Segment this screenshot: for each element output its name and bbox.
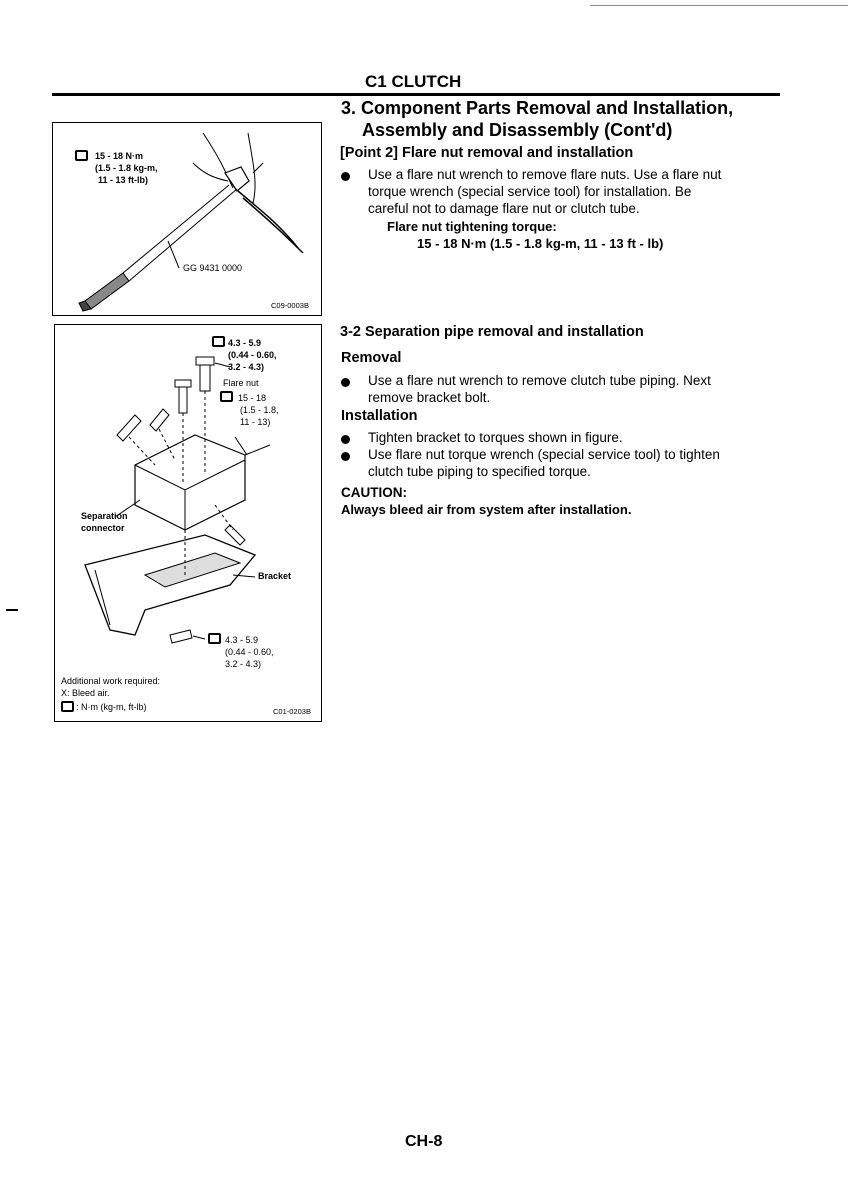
torque-wrench-icon xyxy=(220,391,233,402)
fig2-bracket-label: Bracket xyxy=(258,571,292,581)
section-title xyxy=(341,97,733,141)
install-line: clutch tube piping to specified torque. xyxy=(368,464,591,479)
point2-line: careful not to damage flare nut or clutch tube. xyxy=(368,201,640,216)
chapter-header: C1 CLUTCH xyxy=(365,72,462,91)
fig2-t3-line1: 4.3 - 5.9 xyxy=(225,635,259,645)
caution-text: Always bleed air from system after installation. xyxy=(341,502,632,517)
removal-text xyxy=(368,372,711,406)
fig1-torque-line3: 11 - 13 ft-lb) xyxy=(98,175,149,185)
header-rule xyxy=(52,93,780,96)
fig2-t1-line1: 4.3 - 5.9 xyxy=(228,338,262,348)
wrench-illustration xyxy=(53,123,321,315)
torque-value: 15 - 18 N·m (1.5 - 1.8 kg-m, 11 - 13 ft - lb) xyxy=(417,236,664,251)
install-line: Use flare nut torque wrench (special service tool) to tighten xyxy=(368,447,720,462)
fig2-flare-nut: Flare nut xyxy=(223,378,259,388)
torque-wrench-icon xyxy=(212,336,225,347)
fig2-separation-line2: connector xyxy=(81,523,125,533)
fig2-t2-line2: (1.5 - 1.8, xyxy=(240,405,279,415)
point2-heading: [Point 2] Flare nut removal and installation xyxy=(340,145,634,161)
installation-heading: Installation xyxy=(341,408,418,424)
section-title-line2: Assembly and Disassembly (Cont'd) xyxy=(362,120,673,140)
fig2-t1-line2: (0.44 - 0.60, xyxy=(228,350,277,360)
point2-text xyxy=(368,166,780,217)
fig2-t3-line2: (0.44 - 0.60, xyxy=(225,647,274,657)
figure-flare-nut-wrench xyxy=(52,122,322,316)
fig1-torque-line2: (1.5 - 1.8 kg-m, xyxy=(95,163,158,173)
fig2-t1-line3: 3.2 - 4.3) xyxy=(228,362,265,372)
torque-wrench-icon xyxy=(61,701,74,712)
fig2-code: C01-0203B xyxy=(273,707,311,716)
fig2-t3-line3: 3.2 - 4.3) xyxy=(225,659,262,669)
fig2-t2-line1: 15 - 18 xyxy=(238,393,267,403)
margin-tick xyxy=(6,609,18,611)
removal-line: remove bracket bolt. xyxy=(368,390,491,405)
caution-heading: CAUTION: xyxy=(341,485,407,500)
fig2-note2: X: Bleed air. xyxy=(61,688,110,698)
section-title-line1: 3. Component Parts Removal and Installation, xyxy=(341,98,734,118)
bullet xyxy=(341,435,350,444)
removal-line: Use a flare nut wrench to remove clutch tube piping. Next xyxy=(368,373,711,388)
torque-wrench-icon xyxy=(208,633,221,644)
bullet xyxy=(341,452,350,461)
page-number: CH-8 xyxy=(405,1133,443,1150)
fig2-separation-line1: Separation xyxy=(81,511,128,521)
removal-heading: Removal xyxy=(341,350,402,366)
bullet xyxy=(341,172,350,181)
install-bullet2 xyxy=(368,446,720,480)
fig1-torque-line1: 15 - 18 N·m xyxy=(95,151,144,161)
point2-line: Use a flare nut wrench to remove flare nuts. Use a flare nut xyxy=(368,167,722,182)
fig2-units: : N·m (kg-m, ft-lb) xyxy=(76,702,147,712)
point2-line: torque wrench (special service tool) for installation. Be xyxy=(368,184,692,199)
install-bullet1: Tighten bracket to torques shown in figure. xyxy=(368,430,623,445)
top-rule xyxy=(590,5,848,6)
bullet xyxy=(341,378,350,387)
fig1-code: C09-0003B xyxy=(271,301,309,310)
sep-pipe-heading: 3-2 Separation pipe removal and installation xyxy=(340,324,644,340)
torque-label: Flare nut tightening torque: xyxy=(387,219,557,234)
fig2-t2-line3: 11 - 13) xyxy=(240,417,271,427)
torque-wrench-icon xyxy=(75,150,88,161)
fig2-note1: Additional work required: xyxy=(61,676,161,686)
figure-separation-pipe xyxy=(54,324,322,722)
fig1-tool-number: GG 9431 0000 xyxy=(183,263,243,273)
